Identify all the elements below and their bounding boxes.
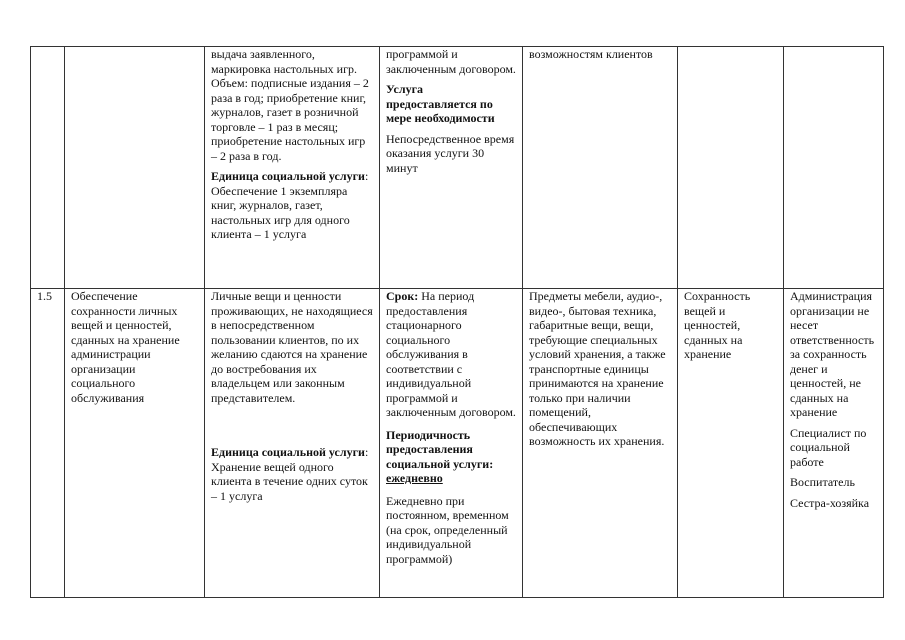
cell-result [678, 47, 784, 289]
conditions-text: Предметы мебели, аудио-, видео-, бытовая техника, габаритные вещи, вещи, требующие специальных условий хранения, а также транспортные единицы принимаются на хранение только при наличии помещений, обеспечивающих возможность их хранения. [529, 289, 666, 448]
unit-heading: Единица социальной услуги [211, 169, 365, 183]
responsible-educator: Воспитатель [790, 475, 855, 489]
unit-colon: : [364, 445, 369, 459]
term-heading: Услуга предоставляется по мере необходимости [386, 82, 495, 125]
unit-colon: : [364, 169, 369, 183]
cell-conditions [523, 47, 678, 289]
term-label: Срок: [386, 289, 419, 303]
description-text: выдача заявленного, маркировка настольных игр. Объем: подписные издания – 2 раза в год; приобретение книг, журналов, газет в розничной торговле – 1 раз в месяц; приобретение настольных игр – 2 раза в год. [211, 47, 369, 163]
table-row [31, 47, 884, 289]
cell-notes [784, 289, 884, 598]
term-text: На период предоставления стационарного социального обслуживания в соответствии с индивидуальной программой и заключенным договором. [386, 289, 516, 419]
unit-block [211, 445, 373, 460]
period-text: Ежедневно при постоянном, временном (на срок, определенный индивидуальной программой) [386, 493, 509, 566]
period-heading: Периодичность предоставления социальной услуги: [386, 427, 494, 471]
unit-heading: Единица социальной услуги [211, 445, 365, 459]
period-value: ежедневно [386, 471, 443, 485]
result-text: Сохранность вещей и ценностей, сданных на хранение [684, 289, 751, 361]
notes-text: Администрация организации не несет ответственность за сохранность денег и ценностей, не сданных на хранение [790, 289, 875, 419]
cell-result [678, 289, 784, 598]
cell-conditions [523, 289, 678, 598]
description-text: Личные вещи и ценности проживающих, не находящиеся в непосредственном пользовании клиентов, по их желанию сдаются на хранение до востребования их владельцем или законным представителем. [211, 289, 373, 405]
cell-service-name [65, 47, 205, 289]
responsible-specialist: Специалист по социальной работе [790, 425, 867, 469]
cell-service-name: Обеспечение сохранности личных вещей и ценностей, сданных на хранение администрации организации социального обслуживания [65, 289, 205, 598]
cell-number: 1.5 [31, 289, 65, 598]
table-row [31, 289, 884, 598]
unit-text: Хранение вещей одного клиента в течение одних суток – 1 услуга [211, 459, 368, 503]
responsible-housekeeper: Сестра-хозяйка [790, 495, 870, 510]
cell-service-term [380, 47, 523, 289]
cell-notes [784, 47, 884, 289]
services-table [30, 46, 884, 598]
cell-service-description [205, 47, 380, 289]
unit-text: Обеспечение 1 экземпляра книг, журналов, газет, настольных игр для одного клиента – 1 услуга [211, 183, 350, 241]
unit-block [211, 169, 373, 184]
conditions-text: возможностям клиентов [529, 47, 653, 61]
term-duration: Непосредственное время оказания услуги 30 минут [386, 131, 515, 175]
cell-service-term [380, 289, 523, 598]
cell-service-description [205, 289, 380, 598]
term-text: программой и заключенным договором. [386, 47, 516, 76]
cell-number [31, 47, 65, 289]
